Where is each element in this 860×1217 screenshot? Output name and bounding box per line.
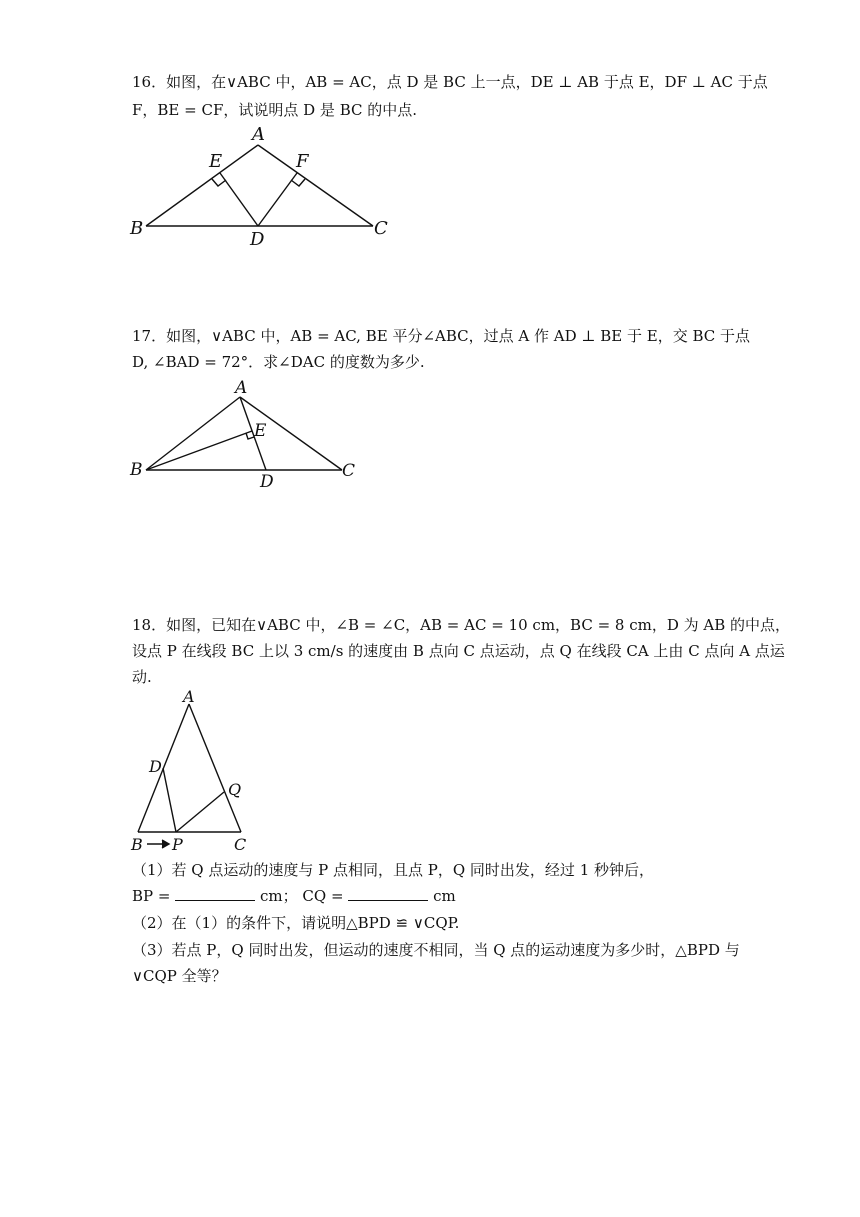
q17-figure [120,375,370,495]
q16-label-e: E [209,151,223,172]
q18-arrow-head [162,840,169,848]
q17-label-e: E [254,421,267,441]
q16-label-c: C [374,218,388,239]
q16-figure [120,120,410,250]
q18-bp-label: BP = [132,887,171,905]
q18-cq-label: CQ = [302,887,344,905]
q18-label-a: A [183,687,195,706]
q18-bp-unit: cm； [260,887,298,905]
q16-label-f: F [296,151,309,172]
q18-label-b: B [131,835,143,854]
q18-label-c: C [234,835,247,854]
q18-part3-line-2: ∨CQP 全等？ [132,967,227,985]
q17-label-a: A [235,378,248,398]
q17-text-line-1: 17．如图，∨ABC 中，AB = AC, BE 平分∠ABC，过点 A 作 AD ⊥ BE 于 E，交 BC 于点 [132,327,751,345]
q18-label-d: D [149,757,162,776]
q17-label-b: B [130,460,143,480]
q17-text-line-2: D, ∠BAD = 72°．求∠DAC 的度数为多少. [132,353,425,371]
q18-bp-answer-blank [175,886,255,901]
q18-part1-line-2 [132,886,456,906]
q17-segment-be [146,431,252,470]
q17-label-c: C [342,461,356,481]
q18-figure [120,688,280,854]
q18-part2: （2）在（1）的条件下，请说明△BPD ≌ ∨CQP. [132,914,460,932]
q18-cq-answer-blank [348,886,428,901]
q16-text-line-1: 16．如图，在∨ABC 中，AB = AC，点 D 是 BC 上一点，DE ⊥ AB 于点 E，DF ⊥ AC 于点 [132,73,768,91]
q16-right-angle-e [212,179,226,186]
q18-text-line-2: 设点 P 在线段 BC 上以 3 cm/s 的速度由 B 点向 C 点运动，点 Q 在线段 CA 上由 C 点向 A 点运 [132,642,785,660]
q16-label-b: B [130,218,144,239]
q18-segment-dp [163,768,176,832]
q16-label-a: A [252,124,265,145]
q18-part3-line-1: （3）若点 P，Q 同时出发，但运动的速度不相同，当 Q 点的运动速度为多少时，△BPD 与 [132,941,740,959]
q18-text-line-3: 动. [132,668,152,686]
q16-segment-ab [146,145,258,226]
q16-text-line-2: F，BE = CF，试说明点 D 是 BC 的中点. [132,101,418,119]
q18-label-q: Q [228,780,242,799]
q18-text-line-1: 18．如图，已知在∨ABC 中，∠B = ∠C，AB = AC = 10 cm，BC = 8 cm，D 为 AB 的中点， [132,616,791,634]
q17-label-d: D [260,472,274,492]
q16-segment-ac [258,145,373,226]
q18-label-p: P [172,835,183,854]
q17-segment-ab [146,397,240,470]
q18-part1-line-1: （1）若 Q 点运动的速度与 P 点相同，且点 P，Q 同时出发，经过 1 秒钟后， [132,861,655,879]
q16-label-d: D [250,229,265,250]
q18-segment-pq [176,792,224,832]
q18-cq-unit: cm [433,887,456,905]
q18-segment-ac [189,704,241,832]
q16-right-angle-f [291,179,305,186]
